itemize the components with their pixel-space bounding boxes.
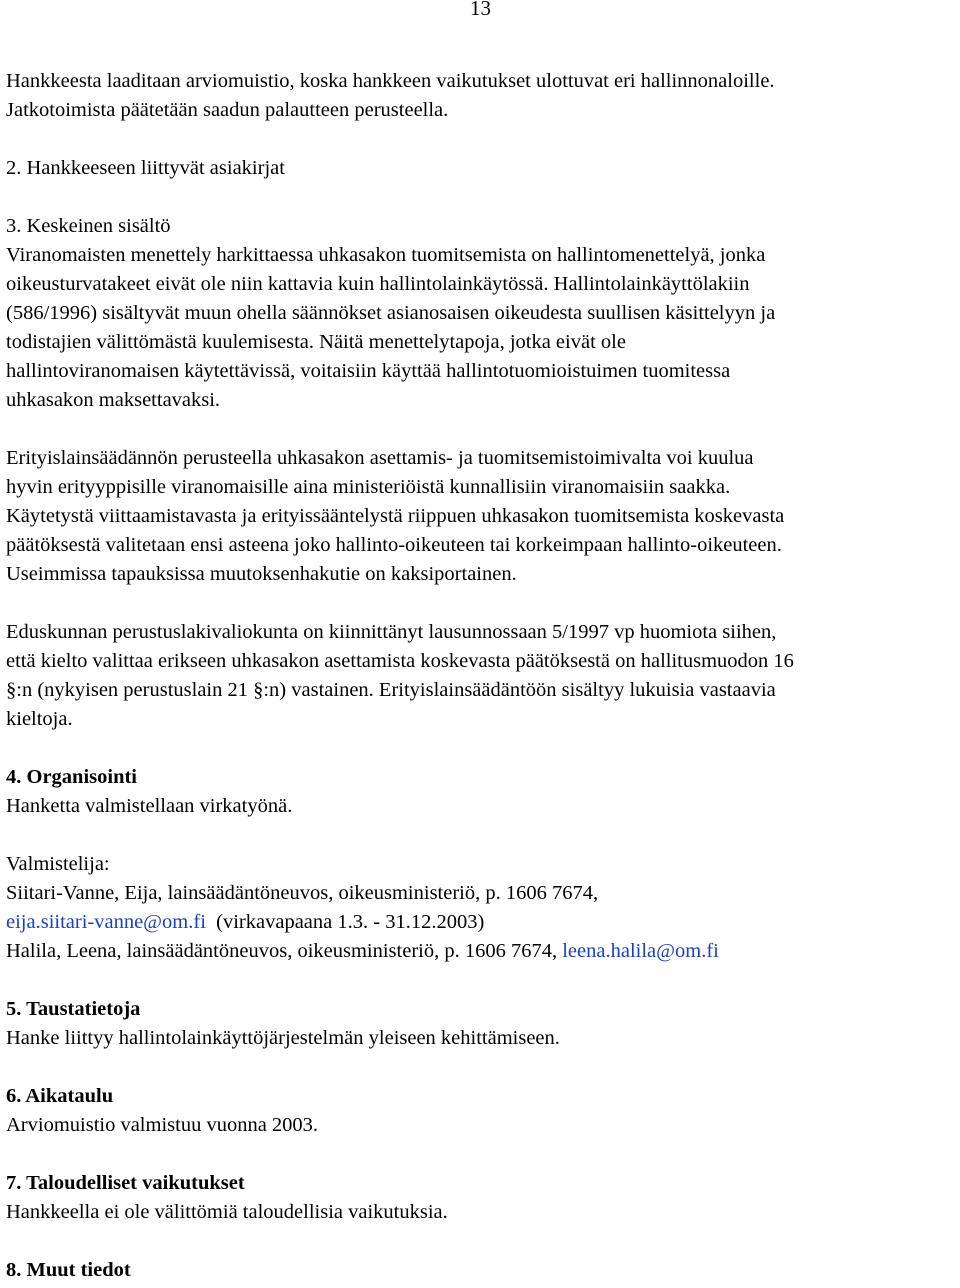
text-line: Erityislainsäädännön perusteella uhkasakon asettamis- ja tuomitsemistoimivalta voi kuulua <box>6 447 754 469</box>
section-3-paragraph-2 <box>6 444 958 589</box>
preparer-label: Valmistelija: <box>6 853 110 875</box>
section-4-text: Hanketta valmistellaan virkatyönä. <box>6 795 293 817</box>
text-line: todistajien välittömästä kuulemisesta. Näitä menettelytapoja, jotka eivät ole <box>6 331 626 353</box>
text-line: hallintoviranomaisen käytettävissä, voitaisiin käyttää hallintotuomioistuimen tuomitessa <box>6 360 731 382</box>
text-line: Käytetystä viittaamistavasta ja erityissääntelystä riippuen uhkasakon tuomitsemista koskevasta <box>6 505 785 527</box>
preparer-block <box>6 850 958 966</box>
text-line: uhkasakon maksettavaksi. <box>6 389 221 411</box>
page-number: 13 <box>470 0 491 20</box>
text-line: Viranomaisten menettely harkittaessa uhkasakon tuomitsemista on hallintomenettelyä, jonka <box>6 244 766 266</box>
intro-paragraph <box>6 67 958 125</box>
section-3 <box>6 212 958 734</box>
section-2-heading: 2. Hankkeeseen liittyvät asiakirjat <box>6 157 285 179</box>
section-5 <box>6 995 958 1053</box>
text-line: Jatkotoimista päätetään saadun palautteen perusteella. <box>6 99 449 121</box>
text-line: Hankkeesta laaditaan arviomuistio, koska hankkeen vaikutukset ulottuvat eri hallinnonaloille. <box>6 70 775 92</box>
preparer-1-details: Siitari-Vanne, Eija, lainsäädäntöneuvos, oikeusministeriö, p. 1606 7674, <box>6 882 599 904</box>
section-8-heading: 8. Muut tiedot <box>6 1259 131 1281</box>
section-6-heading: 6. Aikataulu <box>6 1085 114 1107</box>
section-6-text: Arviomuistio valmistuu vuonna 2003. <box>6 1114 319 1136</box>
section-7 <box>6 1169 958 1227</box>
preparer-1-note: (virkavapaana 1.3. - 31.12.2003) <box>205 911 485 933</box>
section-4-heading: 4. Organisointi <box>6 766 137 788</box>
section-3-paragraph-1 <box>6 241 958 415</box>
preparer-2-details <box>6 937 958 966</box>
text-line: päätöksestä valitetaan ensi asteena joko hallinto-oikeuteen tai korkeimpaan hallinto-oikeuteen. <box>6 534 782 556</box>
text-line: §:n (nykyisen perustuslain 21 §:n) vastainen. Erityislainsäädäntöön sisältyy lukuisia vastaavia <box>6 679 776 701</box>
email-link-halila[interactable]: leena.halila@om.fi <box>562 940 719 962</box>
section-7-heading: 7. Taloudelliset vaikutukset <box>6 1172 245 1194</box>
email-link-siitari-vanne[interactable]: eija.siitari-vanne@om.fi <box>6 911 206 933</box>
section-6 <box>6 1082 958 1140</box>
section-2 <box>6 154 958 183</box>
section-8 <box>6 1256 958 1285</box>
preparer-2-text: Halila, Leena, lainsäädäntöneuvos, oikeusministeriö, p. 1606 7674, <box>6 940 563 962</box>
section-4 <box>6 763 958 966</box>
section-7-text: Hankkeella ei ole välittömiä taloudellisia vaikutuksia. <box>6 1201 448 1223</box>
text-line: hyvin erityyppisille viranomaisille aina ministeriöistä kunnallisiin viranomaisiin saakka. <box>6 476 731 498</box>
section-5-heading: 5. Taustatietoja <box>6 998 141 1020</box>
section-3-heading: 3. Keskeinen sisältö <box>6 215 171 237</box>
text-line: että kielto valittaa erikseen uhkasakon asettamista koskevasta päätöksestä on hallitusmuodon 16 <box>6 650 794 672</box>
text-line: oikeusturvatakeet eivät ole niin kattavia kuin hallintolainkäytössä. Hallintolainkäyttölakiin <box>6 273 750 295</box>
text-line: Useimmissa tapauksissa muutoksenhakutie on kaksiportainen. <box>6 563 517 585</box>
section-3-paragraph-3 <box>6 618 958 734</box>
text-line: (586/1996) sisältyvät muun ohella säännökset asianosaisen oikeudesta suullisen käsittelyyn ja <box>6 302 776 324</box>
text-line: Eduskunnan perustuslakivaliokunta on kiinnittänyt lausunnossaan 5/1997 vp huomiota siihen, <box>6 621 777 643</box>
preparer-1-contact <box>6 908 958 937</box>
section-5-text: Hanke liittyy hallintolainkäyttöjärjestelmän yleiseen kehittämiseen. <box>6 1027 560 1049</box>
document-body <box>6 67 958 1285</box>
text-line: kieltoja. <box>6 708 73 730</box>
